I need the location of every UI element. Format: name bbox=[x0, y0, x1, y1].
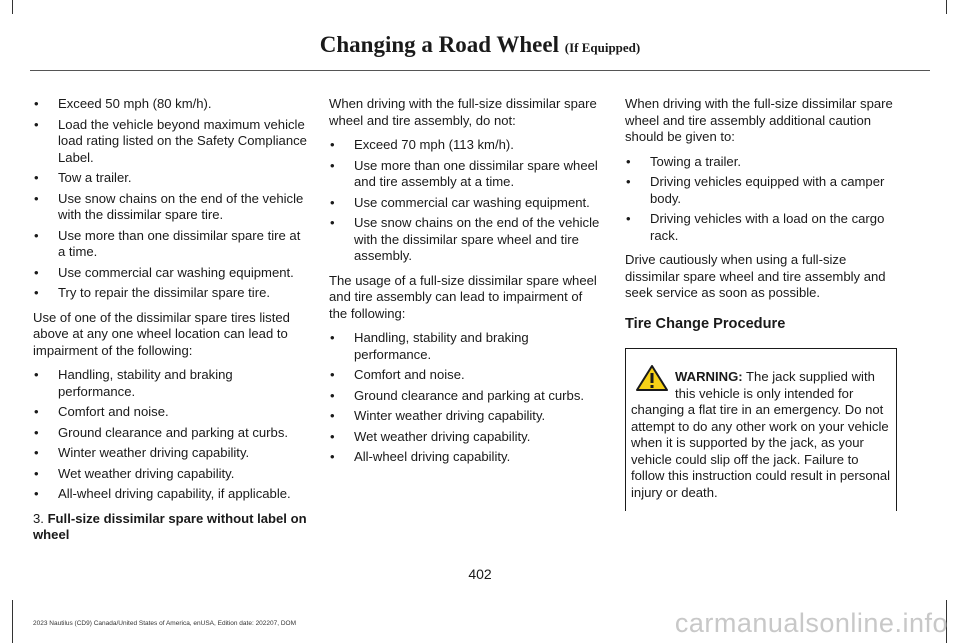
crop-mark-bottom-left bbox=[12, 600, 13, 643]
page-title-subtitle: (If Equipped) bbox=[564, 40, 641, 55]
list-item: • Use commercial car washing equipment. bbox=[329, 195, 603, 212]
list-item: • Comfort and noise. bbox=[329, 367, 603, 384]
list-item: • Tow a trailer. bbox=[33, 170, 309, 187]
list-item: • Handling, stability and braking performance. bbox=[329, 330, 603, 363]
caution-list bbox=[625, 154, 897, 245]
list-item: • Exceed 50 mph (80 km/h). bbox=[33, 96, 309, 113]
paragraph: Use of one of the dissimilar spare tires listed above at any one wheel location can lead to impairment of the following: bbox=[33, 309, 290, 358]
paragraph: The usage of a full-size dissimilar spare wheel and tire assembly can lead to impairment of the following: bbox=[329, 272, 597, 321]
warning-triangle-icon bbox=[635, 364, 669, 392]
page-number: 402 bbox=[468, 566, 492, 582]
section-heading: Tire Change Procedure bbox=[625, 315, 786, 332]
list-item: • Driving vehicles equipped with a camper body. bbox=[625, 174, 897, 207]
list-item: • Use commercial car washing equipment. bbox=[33, 265, 309, 282]
warning-text: The jack supplied with this vehicle is only intended for changing a flat tire in an emergency. Do not attempt to do any other work on your vehicle when it is supported by the jack, as your vehicle could slip off the jack. Failure to follow this instruction could result in personal injury or death. bbox=[631, 369, 891, 500]
column-1 bbox=[33, 96, 309, 552]
column-3 bbox=[625, 96, 897, 511]
column-2 bbox=[329, 96, 603, 474]
list-item: • Use more than one dissimilar spare tire at a time. bbox=[33, 228, 309, 261]
restriction-list bbox=[33, 96, 309, 302]
list-item: • Comfort and noise. bbox=[33, 404, 309, 421]
list-item: • Exceed 70 mph (113 km/h). bbox=[329, 137, 603, 154]
list-item: • Winter weather driving capability. bbox=[329, 408, 603, 425]
list-item: • Handling, stability and braking performance. bbox=[33, 367, 309, 400]
list-item: • Driving vehicles with a load on the cargo rack. bbox=[625, 211, 897, 244]
list-item: • Use snow chains on the end of the vehicle with the dissimilar spare tire. bbox=[33, 191, 309, 224]
crop-mark-top-right bbox=[946, 0, 947, 14]
list-item: • Load the vehicle beyond maximum vehicle load rating listed on the Safety Compliance Label. bbox=[33, 117, 309, 167]
header-rule bbox=[30, 70, 930, 71]
list-item: • Towing a trailer. bbox=[625, 154, 897, 171]
warning-box bbox=[625, 348, 897, 511]
impairment-list bbox=[329, 330, 603, 466]
warning-label: WARNING: bbox=[675, 369, 743, 384]
paragraph: When driving with the full-size dissimilar spare wheel and tire assembly additional caution should be given to: bbox=[625, 96, 893, 144]
edition-footer: 2023 Nautilus (CD9) Canada/United States of America, enUSA, Edition date: 202207, DOM bbox=[33, 620, 297, 627]
paragraph: Drive cautiously when using a full-size dissimilar spare wheel and tire assembly and seek service as soon as possible. bbox=[625, 252, 886, 300]
numbered-item-3 bbox=[33, 511, 309, 544]
item-number: 3. bbox=[33, 510, 44, 526]
page-title bbox=[0, 32, 960, 58]
page-title-main: Changing a Road Wheel bbox=[319, 32, 559, 57]
list-item: • Try to repair the dissimilar spare tire. bbox=[33, 285, 309, 302]
list-item: • All-wheel driving capability. bbox=[329, 449, 603, 466]
list-item: • Wet weather driving capability. bbox=[329, 429, 603, 446]
list-item: • Ground clearance and parking at curbs. bbox=[329, 388, 603, 405]
do-not-list bbox=[329, 137, 603, 265]
list-item: • Wet weather driving capability. bbox=[33, 466, 309, 483]
list-item: • Use snow chains on the end of the vehicle with the dissimilar spare wheel and tire assembly. bbox=[329, 215, 603, 265]
list-item: • All-wheel driving capability, if applicable. bbox=[33, 486, 309, 503]
list-item: • Ground clearance and parking at curbs. bbox=[33, 425, 309, 442]
list-item: • Winter weather driving capability. bbox=[33, 445, 309, 462]
impairment-list bbox=[33, 367, 309, 503]
paragraph: When driving with the full-size dissimilar spare wheel and tire assembly, do not: bbox=[329, 96, 597, 128]
watermark: carmanualsonline.info bbox=[674, 608, 948, 638]
list-item: • Use more than one dissimilar spare wheel and tire assembly at a time. bbox=[329, 158, 603, 191]
crop-mark-top-left bbox=[12, 0, 13, 14]
item-text: Full-size dissimilar spare without label on wheel bbox=[33, 510, 307, 542]
